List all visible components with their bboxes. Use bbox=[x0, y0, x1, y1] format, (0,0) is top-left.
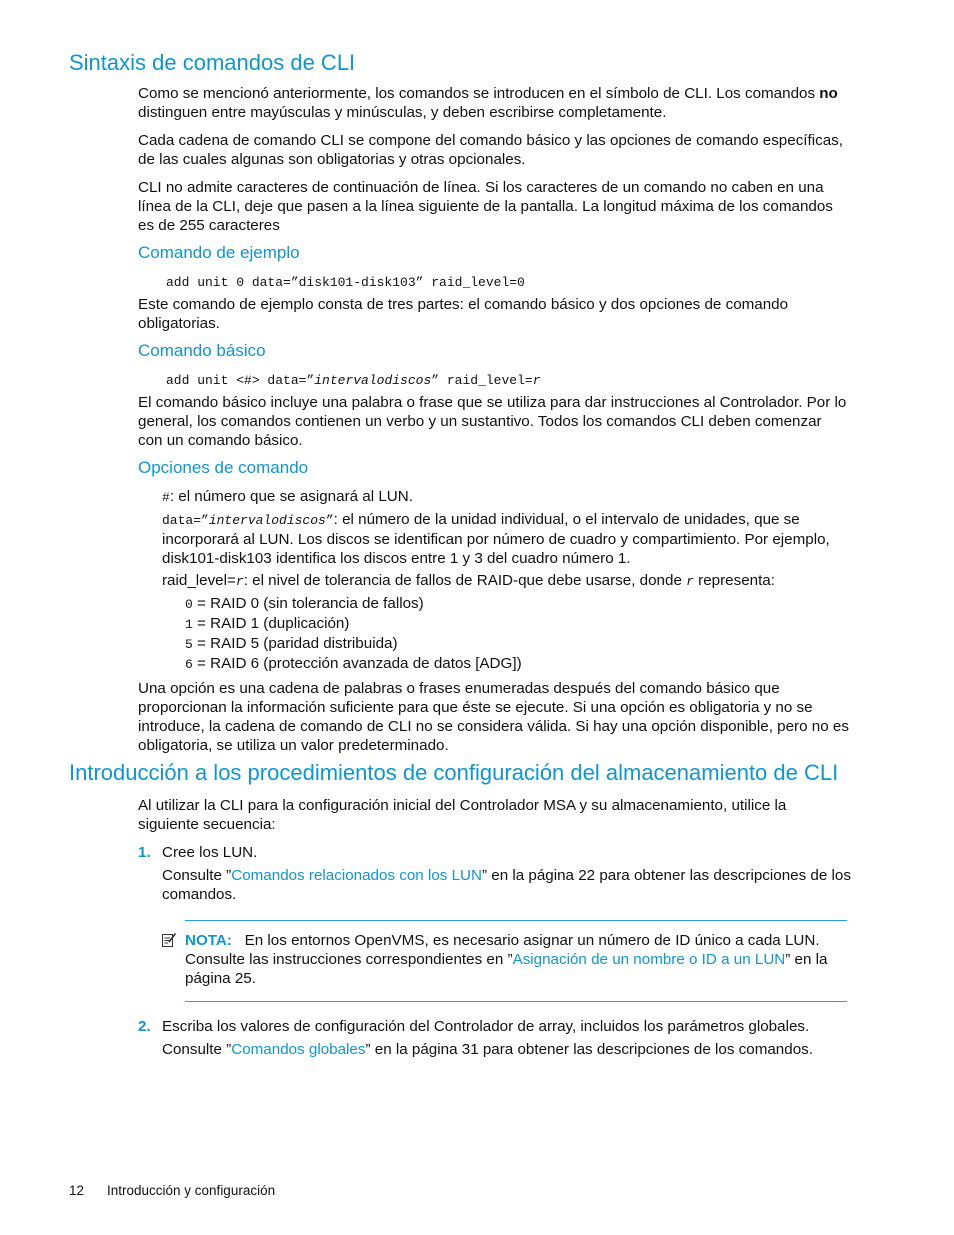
link-assign-lun-name[interactable]: Asignación de un nombre o ID a un LUN bbox=[512, 951, 786, 968]
option-code: ” bbox=[325, 513, 334, 528]
code-part: add unit <#> data=” bbox=[166, 373, 315, 388]
list-item bbox=[185, 594, 785, 614]
raid-desc: = RAID 6 (protección avanzada de datos [ADG]) bbox=[192, 655, 522, 672]
paragraph-example: Este comando de ejemplo consta de tres partes: el comando básico y dos opciones de comando obligatorias. bbox=[138, 296, 789, 332]
raid-code: 5 bbox=[185, 637, 193, 652]
raid-code: 0 bbox=[185, 597, 193, 612]
step-1-reference bbox=[162, 866, 852, 904]
link-global-commands[interactable]: Comandos globales bbox=[231, 1041, 366, 1058]
note-icon bbox=[161, 932, 177, 953]
step-2-text: Escriba los valores de configuración del Controlador de array, incluidos los parámetros globales. bbox=[162, 1018, 810, 1035]
note-text: En los entornos OpenVMS, es necesario asignar un número de ID único a cada LUN. Consulte las instrucciones correspondientes en ” bbox=[185, 932, 820, 968]
raid-level-list bbox=[185, 594, 785, 674]
paragraph-sequence: Al utilizar la CLI para la configuración inicial del Controlador MSA y su almacenamiento, utilice la siguiente secuencia: bbox=[138, 797, 787, 833]
code-part: ” raid_level= bbox=[431, 373, 533, 388]
paragraph-option: Una opción es una cadena de palabras o frases enumeradas después del comando básico que proporcionan la información suficiente para que éste se ejecute. Si una opción es obligatoria y no se introduce, la cadena de comando de CLI no se considera válida. Si hay una opción disponible, pero no es obligatoria, se utiliza un valor predeterminado. bbox=[138, 680, 849, 754]
code-example: add unit 0 data=”disk101-disk103” raid_level=0 bbox=[166, 275, 525, 290]
paragraph-text: Como se mencionó anteriormente, los comandos se introducen en el símbolo de CLI. Los comandos bbox=[138, 85, 820, 102]
heading-example-command: Comando de ejemplo bbox=[138, 243, 300, 262]
step-1-number: 1. bbox=[138, 844, 151, 861]
paragraph-string: Cada cadena de comando CLI se compone del comando básico y las opciones de comando específicas, de las cuales algunas son obligatorias y otras opcionales. bbox=[138, 132, 843, 168]
ref-text: Consulte ” bbox=[162, 1041, 232, 1058]
raid-desc: = RAID 0 (sin tolerancia de fallos) bbox=[192, 595, 424, 612]
paragraph-intro bbox=[138, 84, 850, 122]
ref-text: ” en la página 22 para obtener las descripciones de los comandos. bbox=[162, 867, 851, 903]
list-item bbox=[185, 634, 785, 654]
paragraph-continuation: CLI no admite caracteres de continuación de línea. Si los caracteres de un comando no caben en una línea de la CLI, deje que pasen a la línea siguiente de la pantalla. La longitud máxima de los comandos es de 255 caracteres bbox=[138, 179, 833, 234]
option-text: representa: bbox=[693, 572, 775, 589]
option-hash bbox=[162, 487, 852, 507]
paragraph-text: distinguen entre mayúsculas y minúsculas, y deben escribirse completamente. bbox=[138, 104, 667, 121]
note-text: ” en la página 25. bbox=[185, 951, 828, 987]
note-pencil-icon bbox=[161, 932, 177, 948]
note-top-rule bbox=[185, 920, 847, 921]
link-lun-commands[interactable]: Comandos relacionados con los LUN bbox=[231, 867, 482, 884]
code-italic: intervalodiscos bbox=[314, 373, 432, 388]
bold-no: no bbox=[819, 85, 838, 102]
option-code-italic: intervalodiscos bbox=[208, 513, 326, 528]
option-code: data=” bbox=[162, 513, 209, 528]
raid-code: 1 bbox=[185, 617, 193, 632]
heading-basic-command: Comando básico bbox=[138, 341, 266, 360]
option-code-italic: r bbox=[686, 574, 694, 589]
option-text: : el número de la unidad individual, o el intervalo de unidades, que se incorporará al LUN. Los discos se identifican por número de cuadro y compartimiento. Por ejemplo, disk101-disk103 identifica los discos entre 1 y 3 del cuadro número 1. bbox=[162, 511, 830, 567]
raid-desc: = RAID 5 (paridad distribuida) bbox=[192, 635, 398, 652]
step-2-reference bbox=[162, 1040, 852, 1059]
footer-title: Introducción y configuración bbox=[107, 1183, 276, 1198]
step-1-text: Cree los LUN. bbox=[162, 844, 258, 861]
option-code-italic: r bbox=[235, 574, 244, 589]
ref-text: ” en la página 31 para obtener las descripciones de los comandos. bbox=[365, 1041, 813, 1058]
heading-intro-procedures: Introducción a los procedimientos de configuración del almacenamiento de CLI bbox=[69, 760, 839, 785]
option-data bbox=[162, 510, 852, 568]
list-item bbox=[185, 614, 785, 634]
heading-cli-syntax: Sintaxis de comandos de CLI bbox=[69, 50, 356, 75]
paragraph-basic: El comando básico incluye una palabra o frase que se utiliza para dar instrucciones al Controlador. Por lo general, los comandos contienen un verbo y un sustantivo. Todos los comandos CLI deben comenzar con un comando básico. bbox=[138, 394, 847, 449]
option-text: : el número que se asignará al LUN. bbox=[169, 488, 413, 505]
option-text: : el nivel de tolerancia de fallos de RAID-que debe usarse, donde bbox=[243, 572, 687, 589]
note-label: NOTA: bbox=[185, 932, 232, 949]
heading-command-options: Opciones de comando bbox=[138, 458, 309, 477]
note-body bbox=[185, 931, 840, 988]
ref-text: Consulte ” bbox=[162, 867, 232, 884]
step-2-number: 2. bbox=[138, 1018, 151, 1035]
footer-page-number: 12 bbox=[69, 1183, 85, 1198]
list-item bbox=[185, 654, 785, 674]
option-code: # bbox=[162, 490, 170, 505]
option-text: raid_level= bbox=[162, 572, 236, 589]
note-bottom-rule bbox=[185, 1001, 847, 1002]
code-basic bbox=[166, 371, 541, 390]
code-italic: r bbox=[532, 373, 541, 388]
option-raid-level bbox=[162, 571, 852, 591]
raid-desc: = RAID 1 (duplicación) bbox=[192, 615, 350, 632]
raid-code: 6 bbox=[185, 657, 193, 672]
